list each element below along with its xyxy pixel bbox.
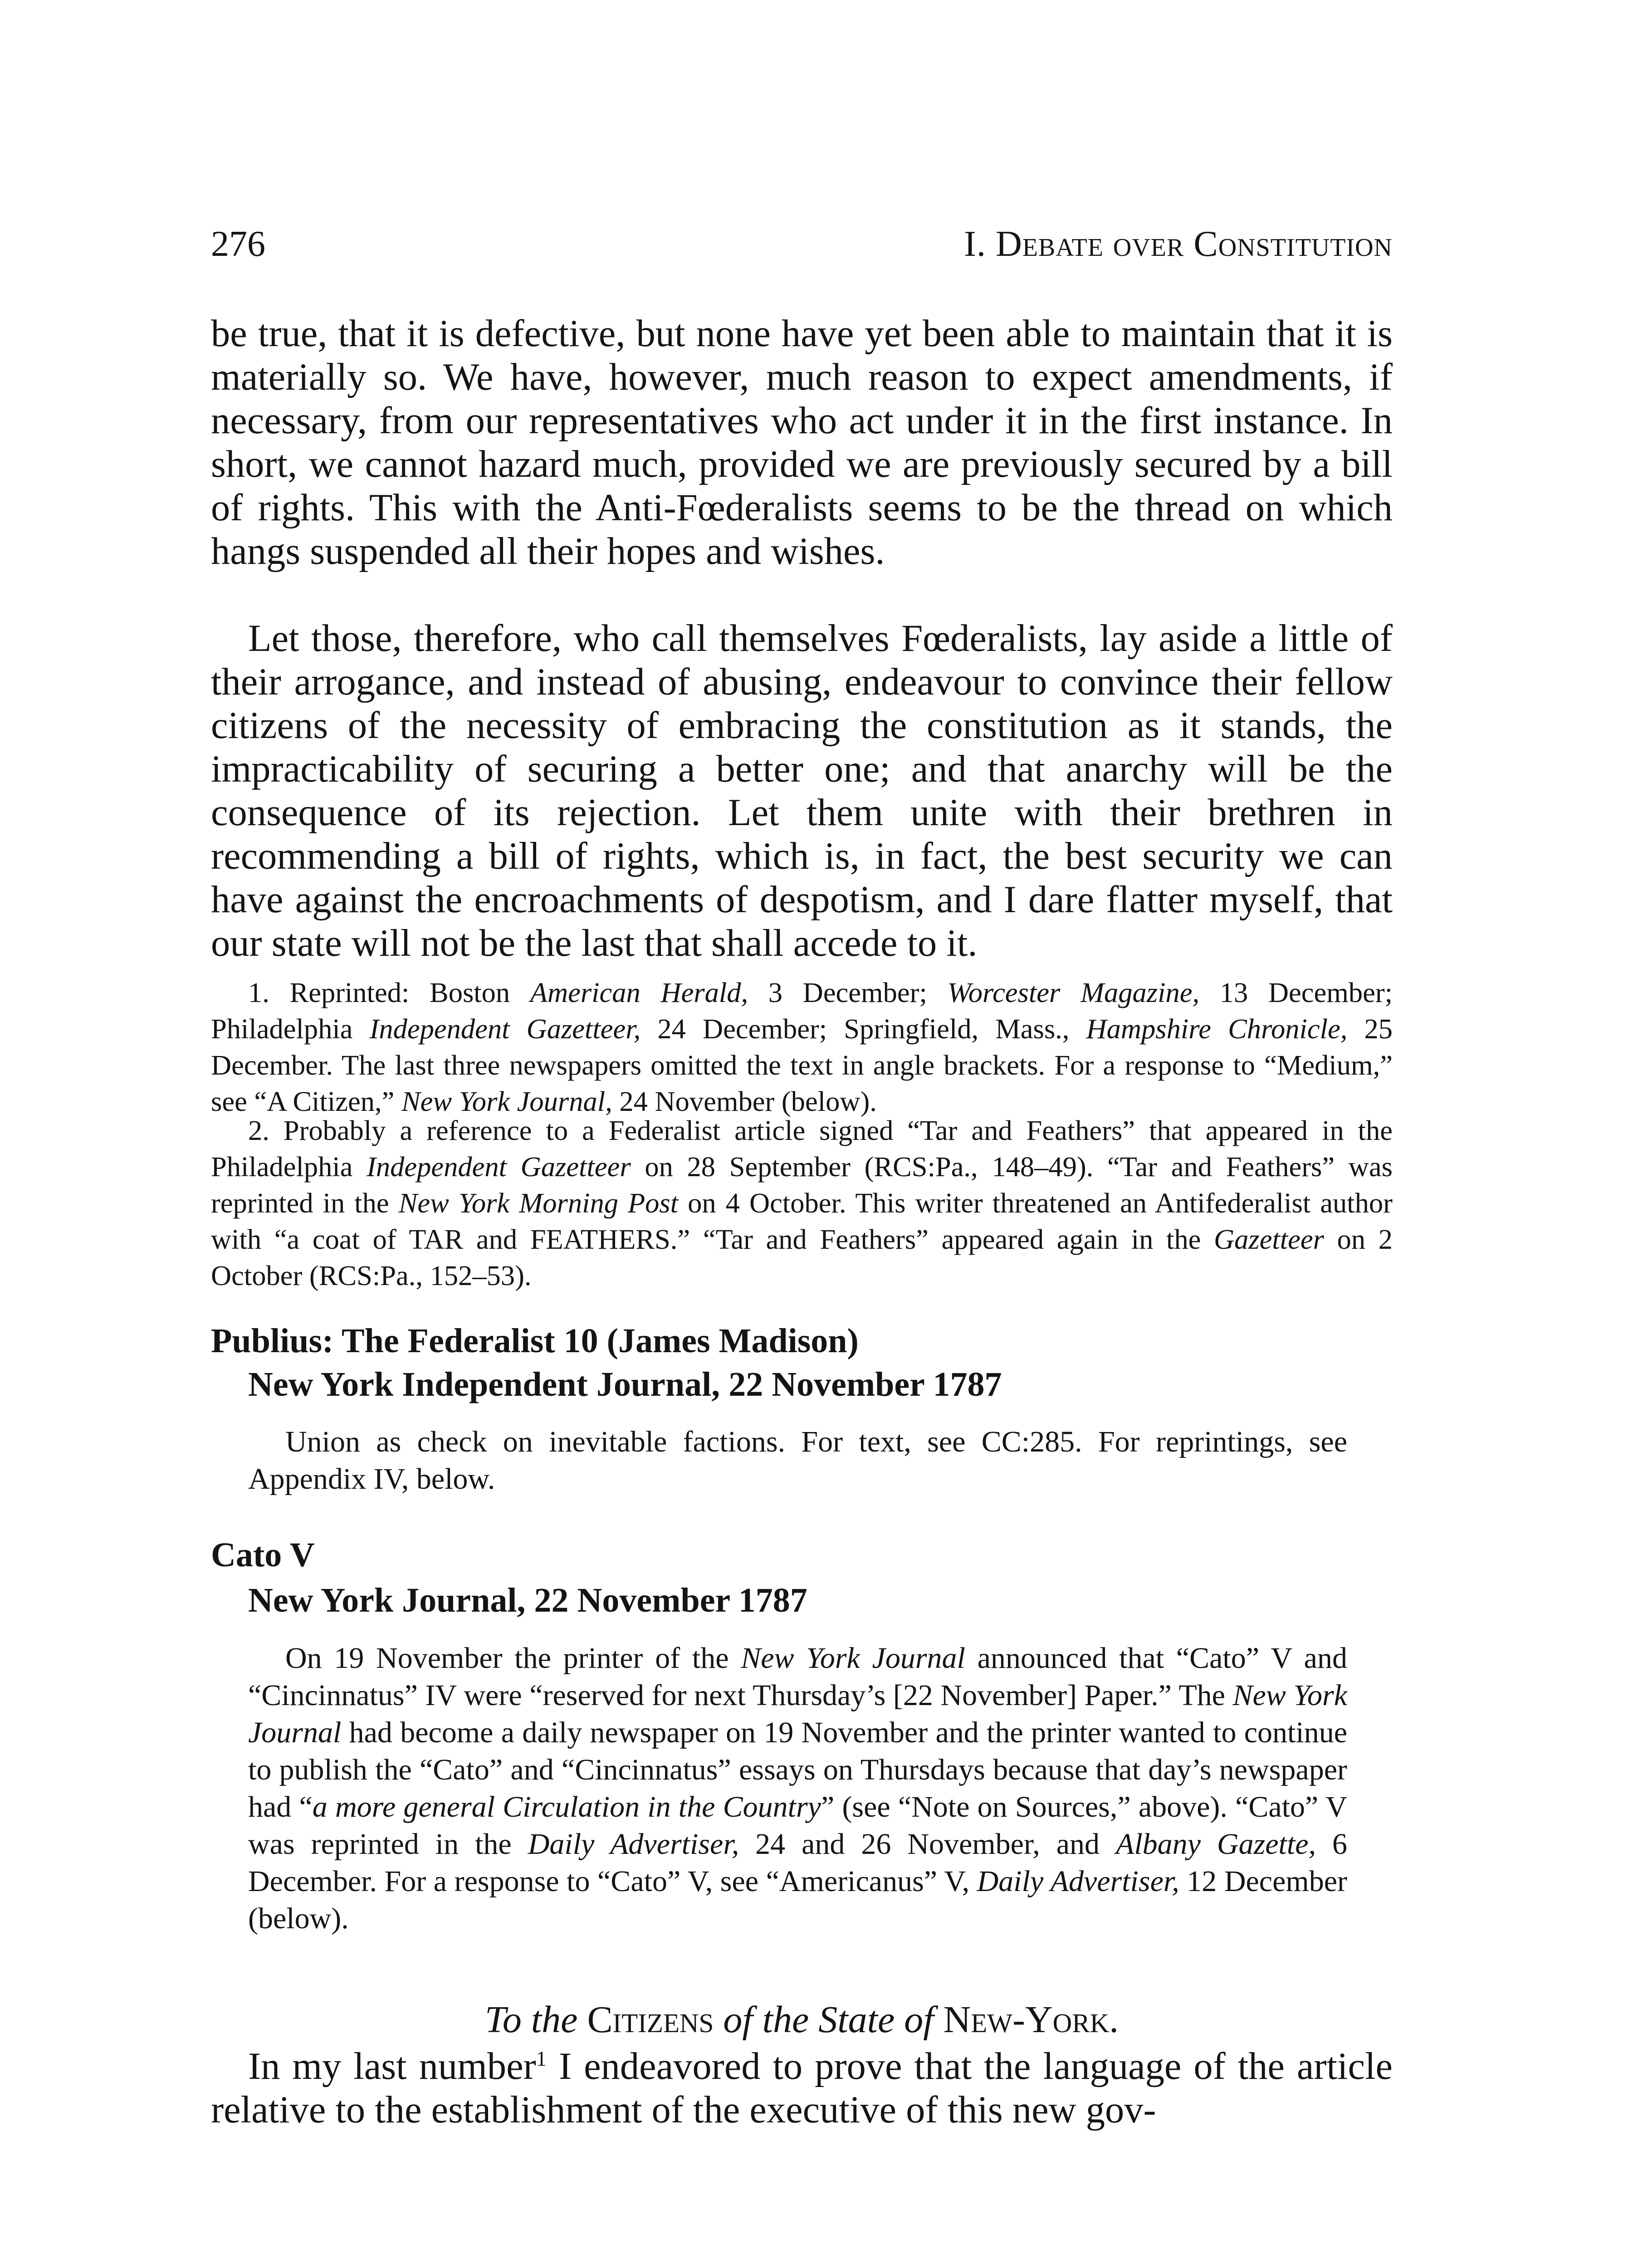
cato-subtitle: New York Journal, 22 November 1787 — [248, 1581, 807, 1619]
footnote-2: 2. Probably a reference to a Federalist article signed “Tar and Feathers” that appeared in the Philadelphia Independent Gazetteer on 28 September (RCS:Pa., 148–49). “Tar and Feathers” was reprinted in the New York Morning Post on 4 October. This writer threatened an Antifederalist author with “a coat of TAR and FEATHERS.” “Tar and Feathers” appeared again in the Gazetteer on 2 October (RCS:Pa., 152–53). — [211, 1114, 1393, 1291]
publius-subtitle: New York Independent Journal, 22 November 1787 — [248, 1365, 1002, 1403]
publius-headnote: Union as check on inevitable factions. For text, see CC:285. For reprintings, see Appendix IV, below. — [248, 1425, 1347, 1496]
body-paragraph-2: Let those, therefore, who call themselves Fœderalists, lay aside a little of their arrogance, and instead of abusing, endeavour to convince their fellow citizens of the necessity of embracing the constitution as it stands, the impracticability of securing a better one; and that anarchy will be the consequence of its rejection. Let them unite with their brethren in recommending a bill of rights, which is, in fact, the best security we can have against the encroachments of despotism, and I dare flatter myself, that our state will not be the last that shall accede to it. — [211, 617, 1393, 964]
salutation: To the Citizens of the State of New-York. — [484, 1999, 1119, 2041]
running-title: I. Debate over Constitution — [964, 224, 1393, 264]
cato-headnote: On 19 November the printer of the New York Journal announced that “Cato” V and “Cincinnatus” IV were “reserved for next Thursday’s [22 November] Paper.” The New York Journal had become a daily newspaper on 19 November and the printer wanted to continue to publish the “Cato” and “Cincinnatus” essays on Thursdays because that day’s newspaper had “a more general Circulation in the Country” (see “Note on Sources,” above). “Cato” V was reprinted in the Daily Advertiser, 24 and 26 November, and Albany Gazette, 6 December. For a response to “Cato” V, see “Americanus” V, Daily Advertiser, 12 December (below). — [248, 1642, 1347, 1935]
publius-heading — [211, 1319, 1393, 1406]
running-head — [211, 221, 1393, 267]
body-paragraph-1: be true, that it is defective, but none have yet been able to maintain that it is materially so. We have, however, much reason to expect amendments, if necessary, from our representatives who act under it in the first instance. In short, we cannot hazard much, provided we are previously secured by a bill of rights. This with the Anti-Fœderalists seems to be the thread on which hangs suspended all their hopes and wishes. — [211, 313, 1393, 572]
cato-heading — [211, 1533, 1393, 1622]
footnote-reference: 1 — [536, 2047, 547, 2071]
page-number: 276 — [211, 224, 265, 264]
publius-title: Publius: The Federalist 10 (James Madison) — [211, 1322, 859, 1360]
footnote-1: 1. Reprinted: Boston American Herald, 3 December; Worcester Magazine, 13 December; Philadelphia Independent Gazetteer, 24 December; Springfield, Mass., Hampshire Chronicle, 25 December. The last three newspapers omitted the text in angle brackets. For a response to “Medium,” see “A Citizen,” New York Journal, 24 November (below). — [211, 977, 1393, 1117]
cato-title: Cato V — [211, 1536, 315, 1574]
closing-paragraph: In my last number$^1$ I endeavored to prove that the language of the article relative to the establishment of the executive of this new gov- — [211, 2045, 1393, 2131]
